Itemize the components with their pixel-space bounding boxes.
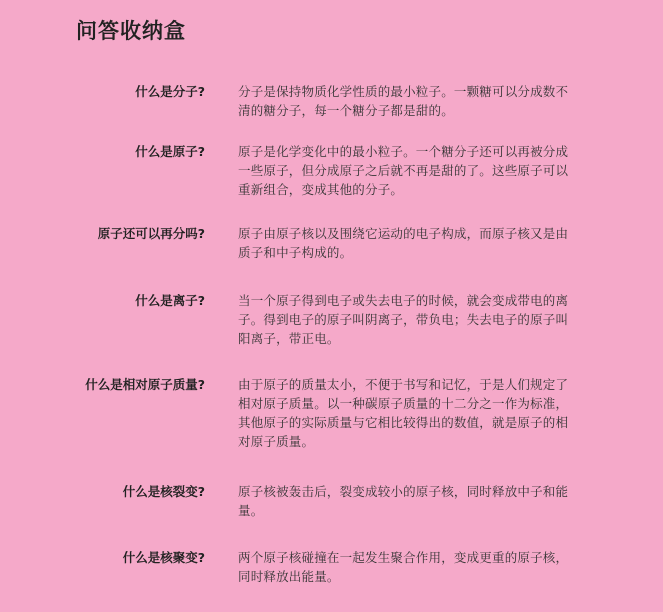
answer-text: 原子是化学变化中的最小粒子。一个糖分子还可以再被分成一些原子，但分成原子之后就不再是甜的了。这些原子可以重新组合，变成其他的分子。 — [238, 144, 569, 197]
answer-text: 当一个原子得到电子或失去电子的时候，就会变成带电的离子。得到电子的原子叫阴离子，带负电；失去电子的原子叫阳离子，带正电。 — [238, 293, 569, 346]
question-label: 什么是核裂变? — [122, 484, 205, 499]
question-label: 什么是相对原子质量? — [85, 377, 205, 392]
question-label: 什么是核聚变? — [122, 550, 205, 565]
page-title: 问答收纳盒 — [76, 19, 186, 43]
answer-text: 原子核被轰击后，裂变成较小的原子核，同时释放中子和能量。 — [238, 484, 569, 518]
question-label: 什么是原子? — [135, 144, 205, 159]
answer-text: 由于原子的质量太小，不便于书写和记忆，于是人们规定了相对原子质量。以一种碳原子质量的十二分之一作为标准，其他原子的实际质量与它相比较得出的数值，就是原子的相对原子质量。 — [238, 377, 569, 449]
answer-text: 两个原子核碰撞在一起发生聚合作用，变成更重的原子核，同时释放出能量。 — [238, 550, 569, 584]
question-label: 原子还可以再分吗? — [97, 226, 205, 241]
answer-text: 分子是保持物质化学性质的最小粒子。一颗糖可以分成数不清的糖分子，每一个糖分子都是甜的。 — [238, 84, 569, 118]
question-label: 什么是分子? — [135, 84, 205, 99]
question-label: 什么是离子? — [135, 293, 205, 308]
answer-text: 原子由原子核以及围绕它运动的电子构成，而原子核又是由质子和中子构成的。 — [238, 226, 569, 260]
